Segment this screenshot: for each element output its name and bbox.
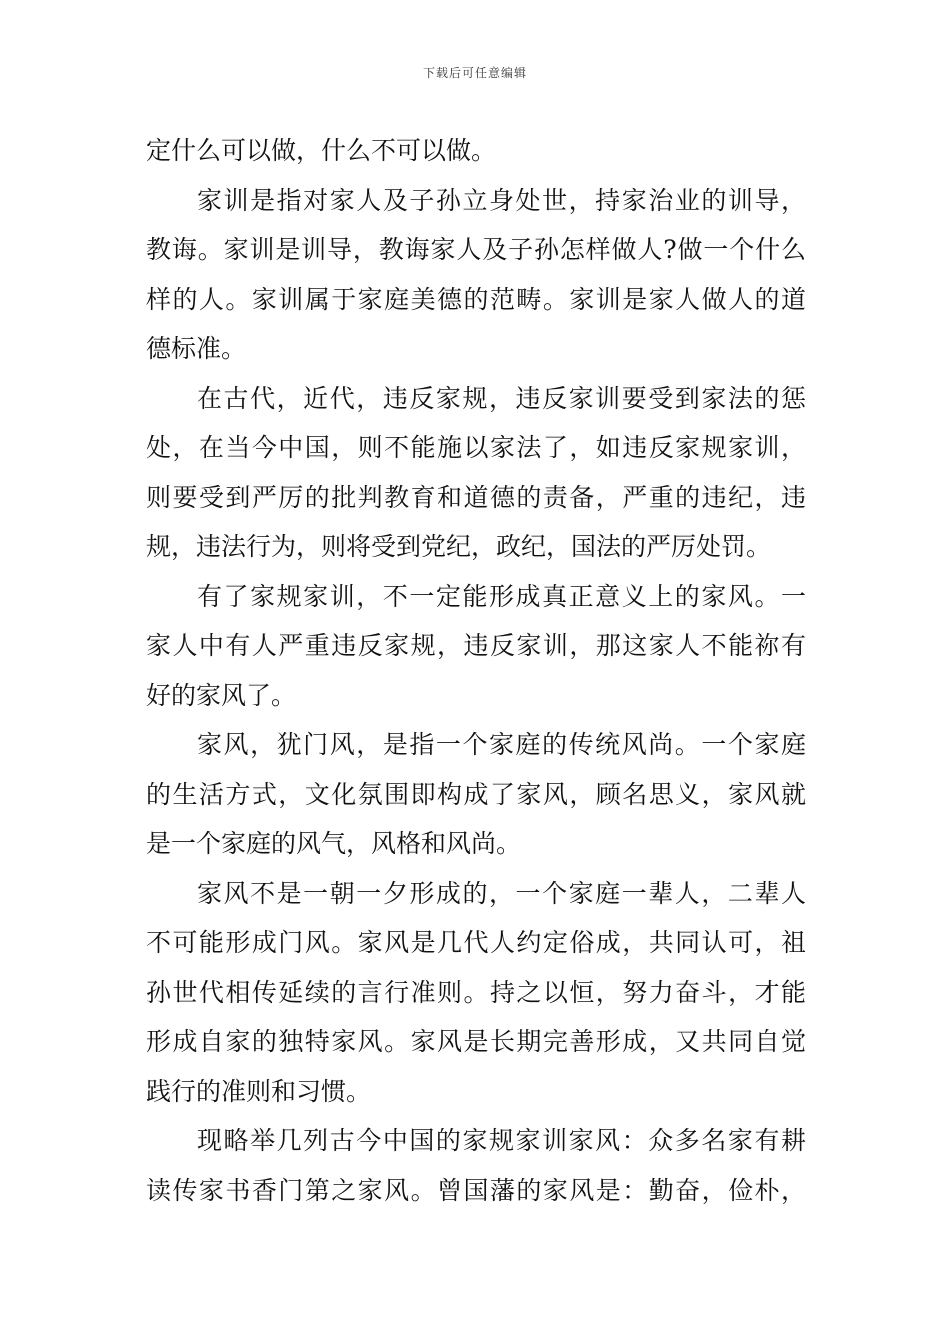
text-line: 定什么可以做，什么不可以做。 <box>146 136 497 165</box>
text-line: 规，违法行为，则将受到党纪，政纪，国法的严厉处罚。 <box>146 532 772 561</box>
text-line: 德标准。 <box>146 334 247 363</box>
text-line: 读传家书香门第之家风。曾国藩的家风是：勤奋，俭朴， <box>146 1175 806 1205</box>
text-line: 教诲。家训是训导，教诲家人及子孙怎样做人?做一个什么 <box>146 235 806 264</box>
paragraph-first-line: 现略举几列古今中国的家规家训家风：众多名家有耕 <box>197 1126 806 1155</box>
text-line: 形成自家的独特家风。家风是长期完善形成，又共同自觉 <box>146 1027 806 1056</box>
text-line: 孙世代相传延续的言行准则。持之以恒，努力奋斗，才能 <box>146 977 806 1007</box>
text-line: 不可能形成门风。家风是几代人约定俗成，共同认可，祖 <box>146 928 806 957</box>
page-header: 下载后可任意编辑 <box>422 66 527 80</box>
text-line: 好的家风了。 <box>146 680 297 710</box>
text-line: 践行的准则和习惯。 <box>146 1076 372 1106</box>
paragraph-first-line: 有了家规家训，不一定能形成真正意义上的家风。一 <box>197 581 806 611</box>
text-line: 是一个家庭的风气，风格和风尚。 <box>146 829 522 858</box>
paragraph-first-line: 家风，犹门风，是指一个家庭的传统风尚。一个家庭 <box>197 730 806 759</box>
paragraph-first-line: 在古代，近代，违反家规，违反家训要受到家法的惩 <box>197 383 806 413</box>
text-line: 的生活方式，文化氛围即构成了家风，顾名思义，家风就 <box>146 779 806 809</box>
document-body <box>146 126 806 1215</box>
paragraph-first-line: 家风不是一朝一夕形成的，一个家庭一辈人，二辈人 <box>197 878 806 908</box>
text-line: 样的人。家训属于家庭美德的范畴。家训是家人做人的道 <box>146 284 806 314</box>
paragraph-first-line: 家训是指对家人及子孙立身处世，持家治业的训导， <box>197 185 806 215</box>
text-line: 则要受到严厉的批判教育和道德的责备，严重的违纪，违 <box>146 482 806 512</box>
text-line: 处，在当今中国，则不能施以家法了，如违反家规家训， <box>146 433 806 462</box>
text-line: 家人中有人严重违反家规，违反家训，那这家人不能祢有 <box>146 631 806 660</box>
